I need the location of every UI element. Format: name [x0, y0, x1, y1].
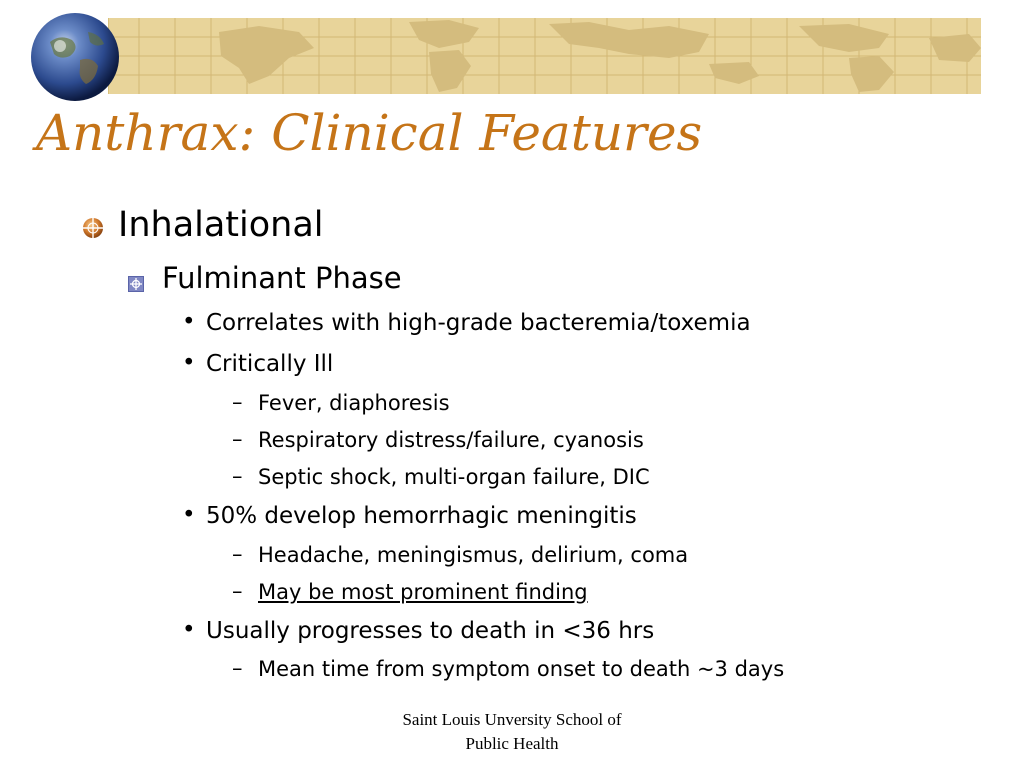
sub-bullet-text: Fever, diaphoresis	[258, 391, 450, 415]
bullet-text: Fulminant Phase	[162, 261, 402, 295]
sub-bullet-text: Septic shock, multi-organ failure, DIC	[258, 465, 650, 489]
slide-footer	[352, 708, 672, 756]
sub-bullet-text: Mean time from symptom onset to death ~3 days	[258, 657, 785, 681]
orange-globe-bullet-icon	[82, 217, 104, 239]
globe-icon	[30, 12, 120, 102]
dash-icon: –	[232, 656, 243, 680]
sub-bullet-text: Headache, meningismus, delirium, coma	[258, 543, 689, 567]
bullet-text: 50% develop hemorrhagic meningitis	[206, 503, 637, 529]
dash-icon: –	[232, 390, 243, 414]
footer-line-1: Saint Louis Unversity School of	[402, 710, 622, 729]
blue-square-bullet-icon	[128, 276, 144, 292]
bullet-text: Usually progresses to death in <36 hrs	[206, 618, 655, 644]
bullet-dot-icon: •	[182, 309, 196, 335]
sub-bullet-text-underlined: May be most prominent finding	[258, 580, 588, 604]
world-map-banner	[108, 18, 981, 94]
dash-icon: –	[232, 579, 243, 603]
world-map-graphic	[109, 18, 981, 94]
bullet-text: Inhalational	[118, 205, 324, 245]
bullet-text: Critically Ill	[206, 351, 334, 377]
slide-title: Anthrax: Clinical Features	[36, 104, 703, 162]
bullet-text: Correlates with high-grade bacteremia/toxemia	[206, 310, 751, 336]
dash-icon: –	[232, 464, 243, 488]
bullet-dot-icon: •	[182, 350, 196, 376]
bullet-dot-icon: •	[182, 617, 196, 643]
sub-bullet-text: Respiratory distress/failure, cyanosis	[258, 428, 644, 452]
dash-icon: –	[232, 542, 243, 566]
bullet-dot-icon: •	[182, 502, 196, 528]
dash-icon: –	[232, 427, 243, 451]
footer-line-2: Public Health	[465, 734, 559, 753]
